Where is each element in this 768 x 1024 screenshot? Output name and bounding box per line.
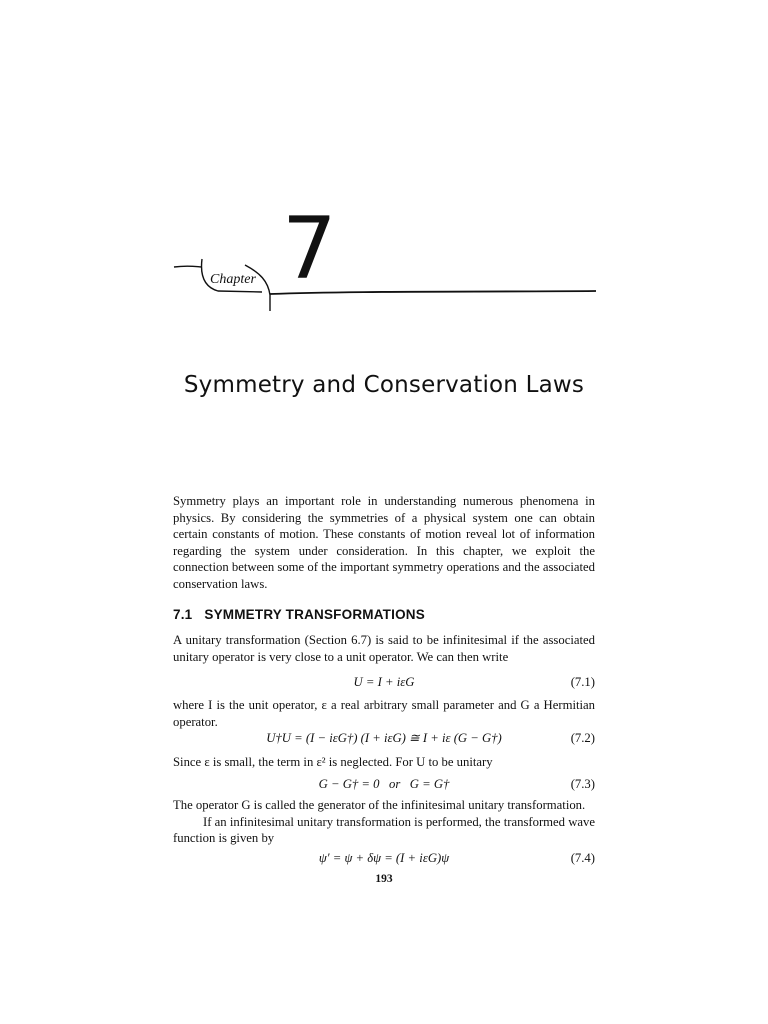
equation-7-2-number: (7.2) — [570, 731, 595, 745]
paragraph-2-text: where I is the unit operator, ε a real arbitrary small parameter and G a Hermitian operator. — [173, 698, 595, 729]
paragraph-5-text: If an infinitesimal unitary transformation is performed, the transformed wave function is given by — [173, 814, 595, 845]
paragraph-4-text: The operator G is called the generator of the infinitesimal unitary transformation. — [173, 798, 586, 812]
equation-7-2-expr: U†U = (I − iεG†) (I + iεG) ≅ I + iε (G − G†) — [266, 731, 502, 745]
paragraph-1 — [173, 632, 595, 665]
paragraph-4 — [173, 797, 595, 847]
chapter-number: 7 — [282, 199, 337, 299]
equation-7-1 — [173, 673, 595, 691]
equation-7-3-expr: G − G† = 0 or G = G† — [318, 777, 450, 791]
paragraph-3 — [173, 754, 595, 771]
paragraph-3-text: Since ε is small, the term in ε² is neglected. For U to be unitary — [173, 755, 493, 769]
equation-7-3-number: (7.3) — [570, 777, 595, 791]
equation-7-2 — [173, 729, 595, 747]
equation-7-1-number: (7.1) — [570, 675, 595, 689]
section-number: 7.1 — [173, 607, 193, 622]
section-heading — [173, 607, 425, 622]
equation-7-3 — [173, 775, 595, 793]
chapter-title: Symmetry and Conservation Laws — [183, 372, 585, 398]
chapter-ornament — [170, 215, 600, 320]
equation-7-4 — [173, 849, 595, 867]
intro-text: Symmetry plays an important role in understanding numerous phenomena in physics. By considering the symmetries of a physical system one can obtain certain constants of motion. These constants of motion reveal lot of information regarding the system under consideration. In this chapter, we exploit the connection between some of the important symmetry operations and the associated conservation laws. — [173, 494, 595, 591]
equation-7-1-expr: U = I + iεG — [353, 675, 415, 689]
section-title: SYMMETRY TRANSFORMATIONS — [204, 607, 425, 622]
page-number: 193 — [375, 873, 393, 885]
intro-paragraph — [173, 493, 595, 592]
equation-7-4-number: (7.4) — [570, 851, 595, 865]
paragraph-2 — [173, 697, 595, 730]
paragraph-1-text: A unitary transformation (Section 6.7) is said to be infinitesimal if the associated unitary operator is very close to a unit operator. We can then write — [173, 633, 595, 664]
equation-7-4-expr: ψ′ = ψ + δψ = (I + iεG)ψ — [318, 851, 450, 865]
chapter-label: Chapter — [210, 272, 256, 287]
